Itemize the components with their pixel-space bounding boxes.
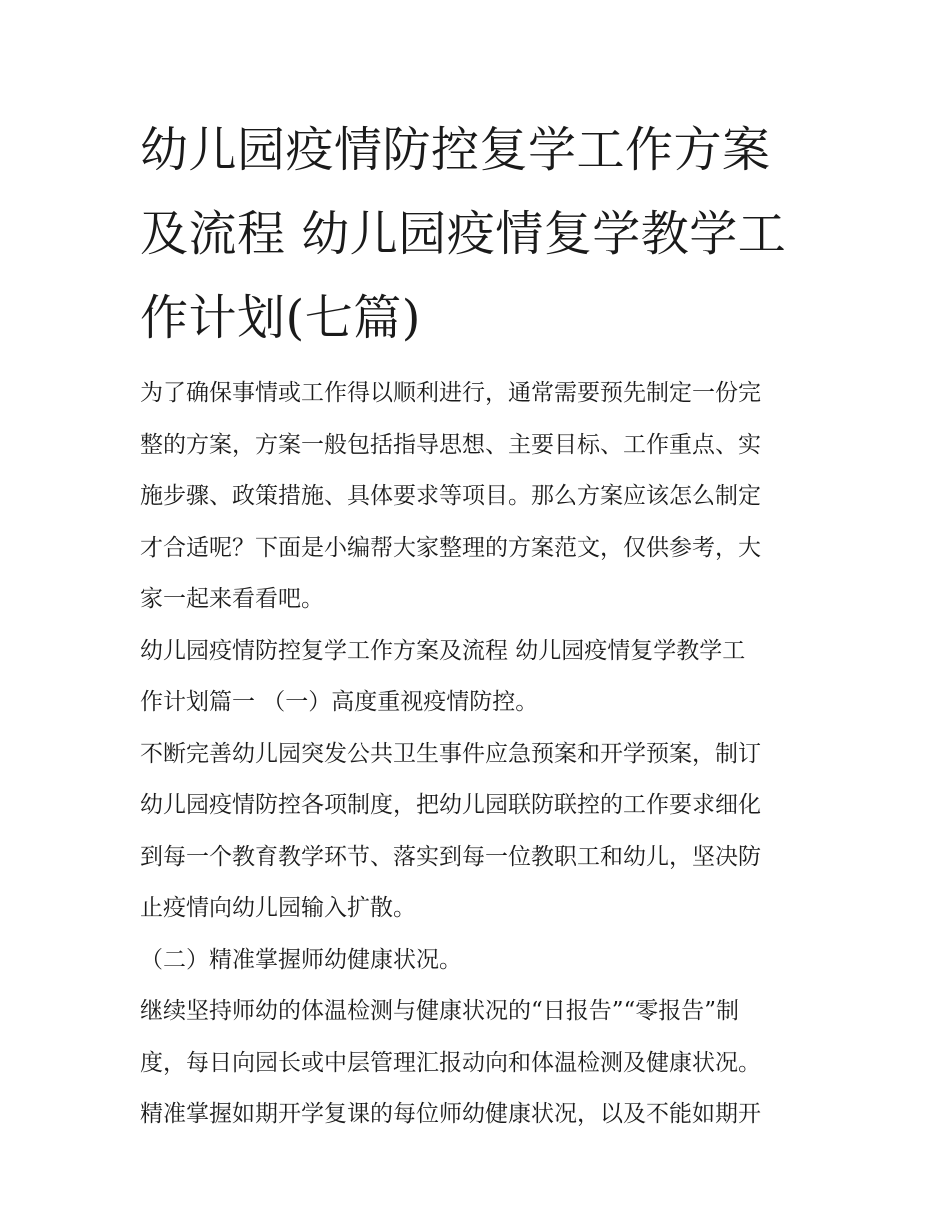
intro-line: 才合适呢？下面是小编帮大家整理的方案范文，仅供参考，大 — [140, 534, 761, 561]
paragraph-line: 度，每日向园长或中层管理汇报动向和体温检测及健康状况。 — [140, 1049, 761, 1076]
title-line: 及流程 幼儿园疫情复学教学工 — [140, 206, 787, 262]
document-body — [140, 368, 820, 1141]
subheading-line: （二）精准掌握师幼健康状况。 — [140, 946, 462, 973]
paragraph-line: 继续坚持师幼的体温检测与健康状况的“日报告”“零报告”制 — [140, 998, 740, 1024]
intro-line: 为了确保事情或工作得以顺利进行，通常需要预先制定一份完 — [140, 380, 761, 406]
section-heading-line: 幼儿园疫情防控复学工作方案及流程 幼儿园疫情复学教学工 — [140, 637, 746, 664]
intro-line: 整的方案，方案一般包括指导思想、主要目标、工作重点、实 — [140, 431, 761, 458]
document-page — [140, 108, 820, 1141]
document-title — [140, 108, 820, 360]
section-heading-line: 作计划篇一 （一）高度重视疫情防控。 — [140, 689, 539, 715]
paragraph-line: 不断完善幼儿园突发公共卫生事件应急预案和开学预案，制订 — [140, 740, 761, 767]
intro-line: 施步骤、政策措施、具体要求等项目。那么方案应该怎么制定 — [140, 483, 761, 509]
title-line: 幼儿园疫情防控复学工作方案 — [140, 122, 771, 178]
paragraph-line: 精准掌握如期开学复课的每位师幼健康状况，以及不能如期开 — [140, 1101, 761, 1127]
paragraph-line: 止疫情向幼儿园输入扩散。 — [140, 895, 416, 921]
paragraph-line: 到每一个教育教学环节、落实到每一位教职工和幼儿，坚决防 — [140, 843, 761, 870]
paragraph-line: 幼儿园疫情防控各项制度，把幼儿园联防联控的工作要求细化 — [140, 792, 761, 818]
title-line: 作计划(七篇) — [140, 290, 421, 346]
intro-line: 家一起来看看吧。 — [140, 586, 324, 612]
